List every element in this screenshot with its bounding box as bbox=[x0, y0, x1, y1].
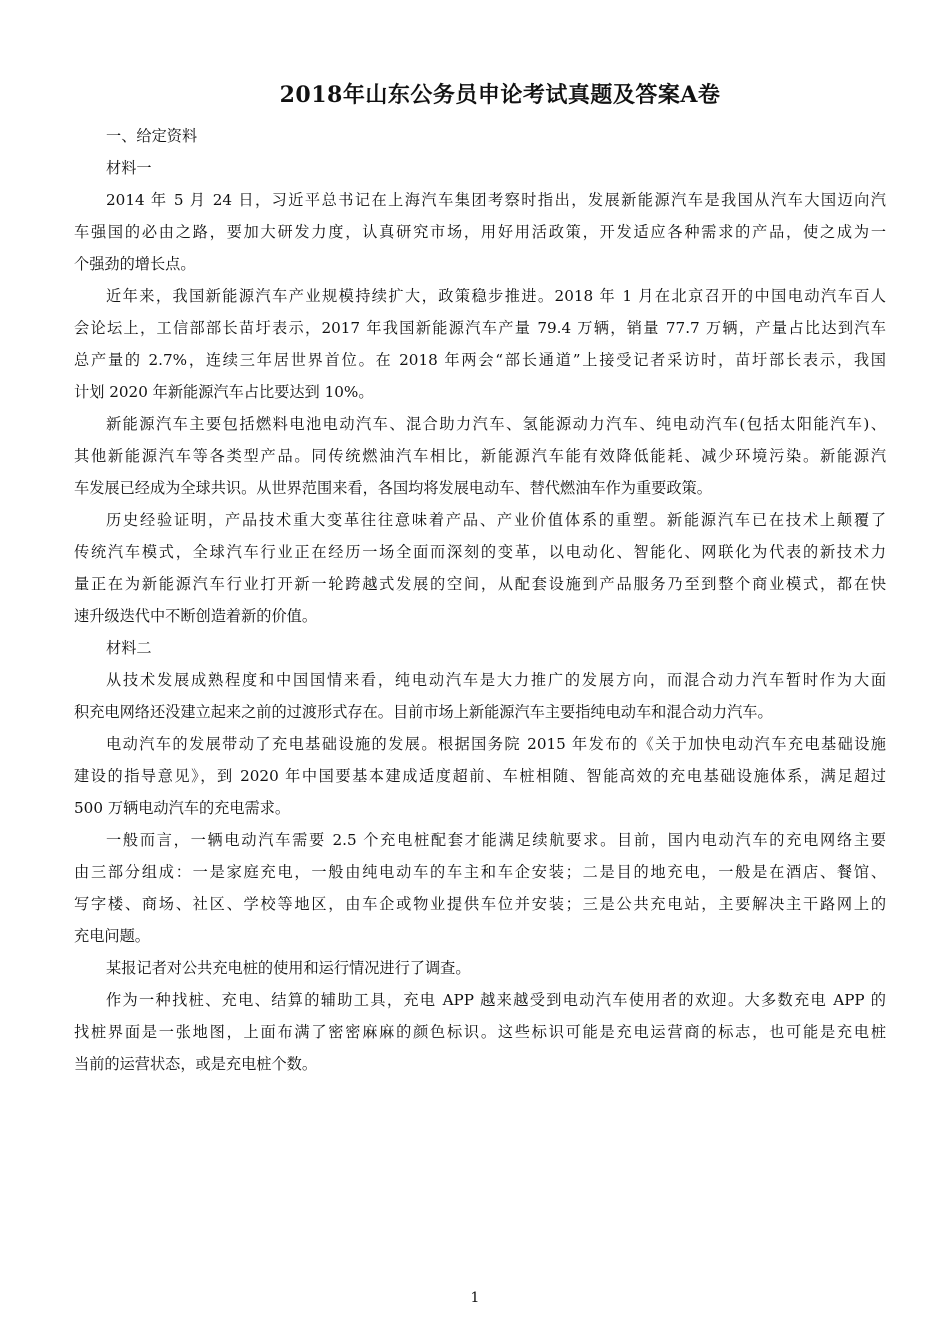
paragraph-line: 一般而言，一辆电动汽车需要 2.5 个充电桩配套才能满足续航要求。目前，国内电动汽车的充电网络主要 bbox=[106, 831, 886, 849]
material2-paragraph-5 bbox=[74, 984, 886, 1080]
paragraph-line: 写字楼、商场、社区、学校等地区，由车企或物业提供车位并安装；三是公共充电站，主要解决主干路网上的 bbox=[74, 895, 886, 913]
paragraph-line: 计划 2020 年新能源汽车占比要达到 10%。 bbox=[74, 383, 374, 401]
paragraph-line: 个强劲的增长点。 bbox=[74, 255, 196, 273]
paragraph-line: 速升级迭代中不断创造着新的价值。 bbox=[74, 607, 317, 625]
paragraph-line: 会论坛上，工信部部长苗圩表示，2017 年我国新能源汽车产量 79.4 万辆，销量 77.7 万辆，产量占比达到汽车 bbox=[74, 319, 886, 337]
material1-paragraph-1 bbox=[74, 184, 886, 280]
document-body bbox=[74, 120, 886, 1080]
material1-heading: 材料一 bbox=[106, 159, 152, 177]
paragraph-line: 找桩界面是一张地图，上面布满了密密麻麻的颜色标识。这些标识可能是充电运营商的标志，也可能是充电桩 bbox=[74, 1023, 886, 1041]
paragraph-line: 传统汽车模式，全球汽车行业正在经历一场全面而深刻的变革，以电动化、智能化、网联化为代表的新技术力 bbox=[74, 543, 886, 561]
paragraph-line: 500 万辆电动汽车的充电需求。 bbox=[74, 799, 291, 817]
section-heading: 一、给定资料 bbox=[106, 127, 198, 145]
paragraph-line: 历史经验证明，产品技术重大变革往往意味着产品、产业价值体系的重塑。新能源汽车已在技术上颠覆了 bbox=[106, 511, 886, 529]
paragraph-line: 作为一种找桩、充电、结算的辅助工具，充电 APP 越来越受到电动汽车使用者的欢迎。大多数充电 APP 的 bbox=[106, 991, 886, 1009]
paragraph-line: 电动汽车的发展带动了充电基础设施的发展。根据国务院 2015 年发布的《关于加快电动汽车充电基础设施 bbox=[106, 735, 886, 753]
paragraph-line: 总产量的 2.7%，连续三年居世界首位。在 2018 年两会“部长通道”上接受记者采访时，苗圩部长表示，我国 bbox=[74, 351, 886, 369]
material2-paragraph-2 bbox=[74, 728, 886, 824]
paragraph-line: 近年来，我国新能源汽车产业规模持续扩大，政策稳步推进。2018 年 1 月在北京召开的中国电动汽车百人 bbox=[106, 287, 886, 305]
material2-paragraph-3 bbox=[74, 824, 886, 952]
document-title: 2018年山东公务员申论考试真题及答案A卷 bbox=[279, 82, 721, 108]
paragraph-line: 建设的指导意见》，到 2020 年中国要基本建成适度超前、车桩相随、智能高效的充电基础设施体系，满足超过 bbox=[74, 767, 886, 785]
paragraph-line: 积充电网络还没建立起来之前的过渡形式存在。目前市场上新能源汽车主要指纯电动车和混合动力汽车。 bbox=[74, 703, 773, 721]
material2-paragraph-4 bbox=[74, 952, 886, 984]
paragraph-line: 由三部分组成：一是家庭充电，一般由纯电动车的车主和车企安装；二是目的地充电，一般是在酒店、餐馆、 bbox=[74, 863, 886, 881]
paragraph-line: 量正在为新能源汽车行业打开新一轮跨越式发展的空间，从配套设施到产品服务乃至到整个商业模式，都在快 bbox=[74, 575, 886, 593]
paragraph-line: 某报记者对公共充电桩的使用和运行情况进行了调查。 bbox=[106, 959, 471, 977]
material1-paragraph-4 bbox=[74, 504, 886, 632]
material1-paragraph-2 bbox=[74, 280, 886, 408]
paragraph-line: 车发展已经成为全球共识。从世界范围来看，各国均将发展电动车、替代燃油车作为重要政策。 bbox=[74, 479, 712, 497]
material2-paragraph-1 bbox=[74, 664, 886, 728]
material2-heading: 材料二 bbox=[106, 639, 152, 657]
paragraph-line: 从技术发展成熟程度和中国国情来看，纯电动汽车是大力推广的发展方向，而混合动力汽车暂时作为大面 bbox=[106, 671, 886, 689]
paragraph-line: 2014 年 5 月 24 日，习近平总书记在上海汽车集团考察时指出，发展新能源汽车是我国从汽车大国迈向汽 bbox=[106, 191, 886, 209]
paragraph-line: 当前的运营状态，或是充电桩个数。 bbox=[74, 1055, 317, 1073]
page-number: 1 bbox=[470, 1290, 480, 1306]
paragraph-line: 车强国的必由之路，要加大研发力度，认真研究市场，用好用活政策，开发适应各种需求的产品，使之成为一 bbox=[74, 223, 886, 241]
paragraph-line: 其他新能源汽车等各类型产品。同传统燃油汽车相比，新能源汽车能有效降低能耗、减少环境污染。新能源汽 bbox=[74, 447, 886, 465]
paragraph-line: 新能源汽车主要包括燃料电池电动汽车、混合助力汽车、氢能源动力汽车、纯电动汽车(包括太阳能汽车)、 bbox=[106, 415, 886, 433]
paragraph-line: 充电问题。 bbox=[74, 927, 150, 945]
material1-paragraph-3 bbox=[74, 408, 886, 504]
